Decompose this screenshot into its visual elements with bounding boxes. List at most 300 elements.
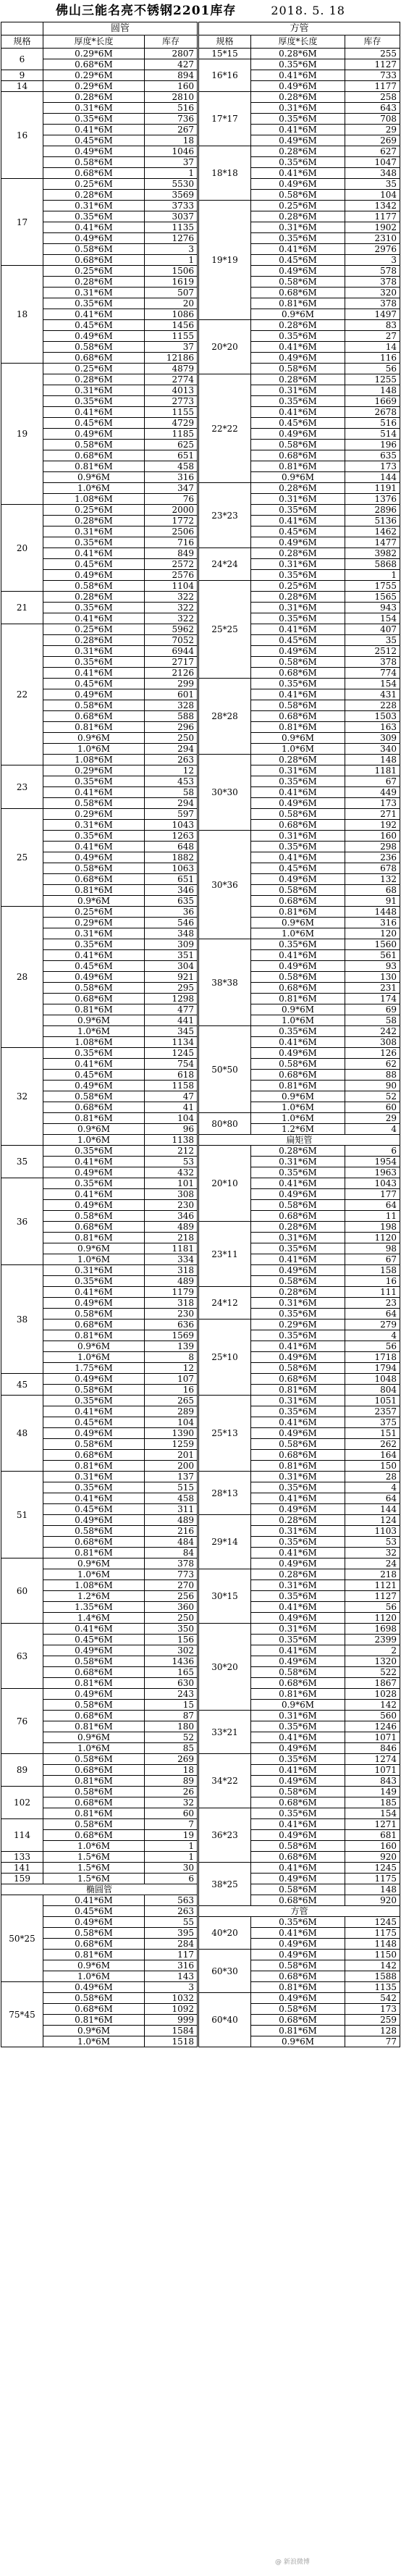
thickness-length-cell: 0.81*6M: [43, 1808, 145, 1819]
stock-cell: 920: [345, 1895, 400, 1906]
thickness-length-cell: 0.35*6M: [43, 776, 145, 787]
thickness-length-cell: 0.41*6M: [251, 689, 345, 700]
stock-cell: 1669: [345, 396, 400, 407]
stock-cell: 173: [345, 2004, 400, 2015]
stock-cell: 263: [145, 1906, 198, 1917]
thickness-length-cell: 0.41*6M: [43, 125, 145, 135]
thickness-length-cell: 0.35*6M: [251, 939, 345, 950]
thickness-length-cell: 0.41*6M: [251, 1037, 345, 1048]
stock-cell: 453: [145, 776, 198, 787]
thickness-length-cell: 0.25*6M: [43, 624, 145, 635]
stock-cell: 23: [345, 1298, 400, 1309]
stock-cell: 1046: [145, 146, 198, 157]
thickness-length-cell: 0.49*6M: [43, 1917, 145, 1928]
thickness-length-cell: 0.9*6M: [43, 1124, 145, 1135]
stock-cell: 2678: [345, 407, 400, 418]
table-row: [1, 765, 198, 776]
table-row: [1, 1178, 198, 1189]
section-heading: 椭圆管: [1, 1884, 198, 1895]
table-row: [1, 1396, 198, 1406]
stock-cell: 64: [345, 1493, 400, 1504]
stock-cell: 93: [345, 961, 400, 972]
spec-cell: 30*20: [199, 1624, 251, 1711]
stock-cell: 255: [345, 49, 400, 59]
left-spacer: [1, 22, 43, 35]
thickness-length-cell: 0.9*6M: [251, 1700, 345, 1711]
stock-cell: 563: [145, 1895, 198, 1906]
stock-cell: 192: [345, 820, 400, 831]
stock-cell: 230: [145, 1200, 198, 1211]
thickness-length-cell: 0.41*6M: [251, 1819, 345, 1830]
stock-cell: 630: [145, 1678, 198, 1689]
thickness-length-cell: 0.58*6M: [251, 885, 345, 896]
table-row: [1, 81, 198, 92]
thickness-length-cell: 0.35*6M: [43, 298, 145, 309]
stock-header: 库存: [345, 35, 400, 49]
table-row: [1, 266, 198, 277]
thickness-length-cell: 0.68*6M: [43, 1102, 145, 1113]
table-row: [1, 809, 198, 820]
stock-cell: 328: [145, 700, 198, 711]
stock-cell: 560: [345, 1711, 400, 1721]
stock-cell: 1462: [345, 526, 400, 537]
stock-cell: 64: [345, 1309, 400, 1320]
stock-cell: 29: [345, 1113, 400, 1124]
stock-cell: 1135: [145, 222, 198, 233]
thickness-length-cell: 0.41*6M: [251, 1178, 345, 1189]
stock-cell: 1255: [345, 374, 400, 385]
stock-cell: 1503: [345, 711, 400, 722]
stock-cell: 3037: [145, 211, 198, 222]
stock-cell: 231: [345, 983, 400, 994]
stock-cell: 262: [345, 1439, 400, 1450]
thickness-length-cell: 1.0*6M: [251, 1113, 345, 1124]
table-row: [199, 1754, 400, 1765]
table-row: [1, 1754, 198, 1765]
table-row: [1, 1048, 198, 1059]
thickness-length-cell: 1.0*6M: [251, 1015, 345, 1026]
sheet-date: 2018. 5. 18: [271, 4, 345, 17]
stock-cell: 8: [145, 1352, 198, 1363]
thickness-length-cell: 0.41*6M: [251, 1863, 345, 1874]
stock-cell: 1246: [345, 1721, 400, 1732]
stock-cell: 24: [345, 1558, 400, 1569]
spec-cell: 29*14: [199, 1515, 251, 1569]
thickness-length-cell: 0.31*6M: [251, 1396, 345, 1406]
thickness-length-cell: 0.41*6M: [43, 668, 145, 679]
spec-cell: 34*22: [199, 1754, 251, 1808]
thickness-length-cell: 0.58*6M: [43, 1993, 145, 2004]
stock-cell: 26: [145, 1787, 198, 1797]
table-row: [1, 907, 198, 918]
thickness-length-cell: 0.68*6M: [251, 711, 345, 722]
stock-cell: 12: [145, 1363, 198, 1374]
stock-cell: 3: [145, 244, 198, 255]
thickness-length-header: 厚度*长度: [251, 35, 345, 49]
stock-cell: 561: [345, 950, 400, 961]
table-row: [1, 1874, 198, 1884]
spec-cell: 133: [1, 1852, 43, 1863]
table-row: [199, 1863, 400, 1874]
thickness-length-cell: 0.28*6M: [251, 211, 345, 222]
thickness-length-cell: 0.58*6M: [251, 1439, 345, 1450]
spec-cell: 75*45: [1, 1982, 43, 2047]
stock-cell: 104: [145, 1113, 198, 1124]
thickness-length-cell: 0.31*6M: [251, 765, 345, 776]
table-row: [1, 1787, 198, 1797]
stock-cell: 160: [345, 831, 400, 842]
thickness-length-cell: 0.45*6M: [251, 526, 345, 537]
stock-cell: 320: [345, 288, 400, 298]
table-row: [199, 1624, 400, 1635]
thickness-length-cell: 0.49*6M: [251, 874, 345, 885]
table-row: [199, 1222, 400, 1233]
stock-cell: 243: [145, 1689, 198, 1700]
thickness-length-cell: 0.35*6M: [43, 939, 145, 950]
stock-cell: 1043: [345, 1178, 400, 1189]
stock-cell: 1456: [145, 320, 198, 331]
thickness-length-cell: 0.58*6M: [251, 2004, 345, 2015]
thickness-length-cell: 0.45*6M: [43, 961, 145, 972]
stock-cell: 1: [145, 168, 198, 179]
stock-cell: 128: [345, 2026, 400, 2036]
thickness-length-cell: 1.35*6M: [43, 1602, 145, 1613]
stock-cell: 19: [145, 1830, 198, 1841]
spec-cell: 24*24: [199, 548, 251, 581]
stock-cell: 6944: [145, 646, 198, 657]
stock-cell: 56: [345, 364, 400, 374]
stock-cell: 1032: [145, 1993, 198, 2004]
thickness-length-cell: 0.49*6M: [251, 1743, 345, 1754]
stock-cell: 1028: [345, 1689, 400, 1700]
stock-cell: 53: [345, 1537, 400, 1548]
thickness-length-cell: 0.41*6M: [43, 613, 145, 624]
spec-cell: 18*18: [199, 146, 251, 201]
stock-cell: 2126: [145, 668, 198, 679]
thickness-length-cell: 0.58*6M: [43, 1309, 145, 1320]
stock-cell: 458: [145, 1493, 198, 1504]
thickness-length-cell: 0.35*6M: [43, 1482, 145, 1493]
thickness-length-cell: 0.35*6M: [251, 1026, 345, 1037]
thickness-length-cell: 0.49*6M: [251, 179, 345, 190]
thickness-length-cell: 0.49*6M: [251, 1830, 345, 1841]
stock-cell: 1158: [145, 1081, 198, 1091]
stock-cell: 849: [145, 548, 198, 559]
spec-cell: 25: [1, 809, 43, 907]
spec-cell: 20*20: [199, 320, 251, 374]
stock-cell: 1181: [145, 1243, 198, 1254]
thickness-length-cell: 0.49*6M: [251, 1504, 345, 1515]
spec-cell: 9: [1, 70, 43, 81]
thickness-length-cell: 0.31*6M: [251, 1580, 345, 1591]
thickness-length-cell: 0.29*6M: [43, 81, 145, 92]
stock-cell: 16: [345, 1276, 400, 1287]
stock-cell: 1: [145, 1852, 198, 1863]
thickness-length-cell: 0.58*6M: [43, 1439, 145, 1450]
thickness-length-cell: 0.58*6M: [43, 244, 145, 255]
stock-cell: 47: [145, 1091, 198, 1102]
thickness-length-cell: 0.81*6M: [251, 1982, 345, 1993]
thickness-length-cell: 0.41*6M: [251, 1417, 345, 1428]
stock-cell: 3733: [145, 201, 198, 211]
thickness-length-cell: 0.28*6M: [251, 320, 345, 331]
stock-cell: 35: [345, 635, 400, 646]
stock-cell: 2357: [345, 1406, 400, 1417]
thickness-length-cell: 0.81*6M: [43, 722, 145, 733]
thickness-length-cell: 0.35*6M: [251, 570, 345, 581]
thickness-length-cell: 0.35*6M: [43, 831, 145, 842]
stock-cell: 1276: [145, 233, 198, 244]
spec-cell: 22*22: [199, 374, 251, 483]
stock-cell: 1506: [145, 266, 198, 277]
thickness-length-cell: 0.58*6M: [43, 1091, 145, 1102]
stock-cell: 32: [145, 1797, 198, 1808]
thickness-length-cell: 0.28*6M: [251, 483, 345, 494]
stock-cell: 98: [345, 1243, 400, 1254]
thickness-length-cell: 0.35*6M: [251, 157, 345, 168]
stock-cell: 1179: [145, 1287, 198, 1298]
stock-cell: 477: [145, 1004, 198, 1015]
spec-cell: 60*40: [199, 1993, 251, 2047]
thickness-length-cell: 0.81*6M: [43, 1233, 145, 1243]
table-row: [1, 1895, 198, 1906]
table-row: [1, 179, 198, 190]
stock-cell: 35: [345, 179, 400, 190]
thickness-length-cell: 0.31*6M: [43, 103, 145, 114]
stock-cell: 29: [345, 125, 400, 135]
stock-cell: 296: [145, 722, 198, 733]
stock-cell: 348: [345, 168, 400, 179]
thickness-length-cell: 0.35*6M: [251, 233, 345, 244]
table-row: [1, 1374, 198, 1385]
thickness-length-cell: 0.9*6M: [43, 1732, 145, 1743]
stock-cell: 407: [345, 624, 400, 635]
thickness-length-cell: 0.28*6M: [251, 92, 345, 103]
thickness-length-cell: 0.31*6M: [251, 385, 345, 396]
spec-header: 规格: [199, 35, 251, 49]
thickness-length-cell: 0.58*6M: [43, 798, 145, 809]
table-row: [199, 1287, 400, 1298]
thickness-length-cell: 0.49*6M: [43, 1515, 145, 1526]
stock-cell: 1954: [345, 1157, 400, 1167]
stock-cell: 1263: [145, 831, 198, 842]
thickness-length-cell: 0.9*6M: [43, 1243, 145, 1254]
thickness-length-cell: 0.45*6M: [251, 863, 345, 874]
stock-cell: 5962: [145, 624, 198, 635]
stock-cell: 139: [145, 1341, 198, 1352]
thickness-length-cell: 0.68*6M: [43, 450, 145, 461]
stock-cell: 267: [145, 125, 198, 135]
stock-cell: 4: [345, 1330, 400, 1341]
table-row: [1, 1472, 198, 1482]
thickness-length-cell: 0.45*6M: [43, 1504, 145, 1515]
thickness-length-cell: 0.68*6M: [43, 1765, 145, 1776]
stock-cell: 636: [145, 1320, 198, 1330]
spec-cell: 23*23: [199, 483, 251, 548]
stock-cell: 651: [145, 450, 198, 461]
thickness-length-cell: 0.41*6M: [43, 1189, 145, 1200]
thickness-length-cell: 0.68*6M: [251, 2015, 345, 2026]
thickness-length-cell: 0.31*6M: [43, 526, 145, 537]
thickness-length-cell: 0.58*6M: [251, 440, 345, 450]
stock-cell: 1584: [145, 2026, 198, 2036]
stock-cell: 2717: [145, 657, 198, 668]
thickness-length-cell: 0.45*6M: [43, 1635, 145, 1645]
stock-cell: 64: [345, 1200, 400, 1211]
thickness-length-cell: 0.81*6M: [251, 907, 345, 918]
stock-cell: 1: [145, 1841, 198, 1852]
table-row: [1, 70, 198, 81]
thickness-length-cell: 0.28*6M: [43, 190, 145, 201]
thickness-length-cell: 0.28*6M: [251, 1146, 345, 1157]
spec-cell: 36*23: [199, 1808, 251, 1863]
thickness-length-cell: 0.41*6M: [251, 1765, 345, 1776]
thickness-length-cell: 0.49*6M: [251, 1993, 345, 2004]
stock-cell: 156: [145, 1635, 198, 1645]
thickness-length-cell: 0.45*6M: [43, 1070, 145, 1081]
thickness-length-cell: 0.29*6M: [43, 918, 145, 928]
thickness-length-cell: 0.68*6M: [251, 1070, 345, 1081]
thickness-length-cell: 0.58*6M: [251, 809, 345, 820]
stock-cell: 350: [145, 1624, 198, 1635]
table-row: [1, 1624, 198, 1635]
thickness-length-cell: 0.49*6M: [251, 1352, 345, 1363]
stock-cell: 1588: [345, 1971, 400, 1982]
thickness-length-cell: 0.41*6M: [251, 1928, 345, 1939]
thickness-length-cell: 0.28*6M: [251, 1569, 345, 1580]
thickness-length-cell: 0.68*6M: [251, 820, 345, 831]
thickness-length-cell: 1.0*6M: [43, 1026, 145, 1037]
table-row: [1, 92, 198, 103]
thickness-length-cell: 0.58*6M: [251, 1059, 345, 1070]
spec-cell: 50*25: [1, 1895, 43, 1982]
table-row: [199, 374, 400, 385]
thickness-length-cell: 0.29*6M: [43, 809, 145, 820]
stock-cell: 163: [345, 722, 400, 733]
stock-cell: 395: [145, 1928, 198, 1939]
thickness-length-cell: 0.31*6M: [43, 201, 145, 211]
spec-cell: 21: [1, 592, 43, 624]
stock-cell: 12186: [145, 353, 198, 364]
stock-cell: 651: [145, 874, 198, 885]
thickness-length-cell: 0.68*6M: [251, 1797, 345, 1808]
table-row: [199, 320, 400, 331]
stock-cell: 843: [345, 1776, 400, 1787]
thickness-length-cell: 0.81*6M: [251, 994, 345, 1004]
stock-cell: 83: [345, 320, 400, 331]
thickness-length-cell: 0.41*6M: [251, 342, 345, 353]
thickness-length-cell: 0.81*6M: [251, 1081, 345, 1091]
thickness-length-cell: 0.45*6M: [43, 418, 145, 429]
stock-cell: 87: [145, 1711, 198, 1721]
stock-cell: 77: [345, 2036, 400, 2047]
thickness-length-cell: 1.08*6M: [43, 494, 145, 505]
stock-cell: 18: [145, 1765, 198, 1776]
stock-cell: 120: [345, 928, 400, 939]
thickness-length-cell: 0.25*6M: [251, 201, 345, 211]
stock-cell: 1120: [345, 1613, 400, 1624]
stock-cell: 279: [345, 1320, 400, 1330]
stock-cell: 148: [345, 385, 400, 396]
stock-cell: 773: [145, 1569, 198, 1580]
thickness-length-cell: 0.49*6M: [251, 81, 345, 92]
thickness-length-cell: 0.9*6M: [43, 896, 145, 907]
thickness-length-cell: 0.35*6M: [251, 59, 345, 70]
stock-cell: 1560: [345, 939, 400, 950]
thickness-length-cell: 0.41*6M: [251, 624, 345, 635]
stock-cell: 432: [145, 1167, 198, 1178]
thickness-length-cell: 0.49*6M: [251, 1613, 345, 1624]
stock-cell: 3982: [345, 548, 400, 559]
stock-cell: 1086: [145, 309, 198, 320]
thickness-length-cell: 0.49*6M: [43, 1428, 145, 1439]
thickness-length-cell: 0.35*6M: [251, 1808, 345, 1819]
stock-cell: 149: [345, 1787, 400, 1797]
stock-cell: 284: [145, 1939, 198, 1950]
table-row: [199, 1026, 400, 1037]
section-heading: 扁矩管: [199, 1135, 400, 1146]
thickness-length-cell: 0.58*6M: [251, 277, 345, 288]
spec-cell: 6: [1, 49, 43, 70]
stock-cell: 154: [345, 613, 400, 624]
stock-cell: 921: [145, 972, 198, 983]
thickness-length-cell: 0.49*6M: [251, 1950, 345, 1960]
spec-cell: 15*15: [199, 49, 251, 59]
stock-cell: 1794: [345, 1363, 400, 1374]
thickness-length-cell: 0.81*6M: [43, 461, 145, 472]
thickness-length-cell: 0.41*6M: [251, 407, 345, 418]
thickness-length-cell: 0.35*6M: [43, 1396, 145, 1406]
spec-header: 规格: [1, 35, 43, 49]
thickness-length-cell: 0.49*6M: [43, 1374, 145, 1385]
thickness-length-cell: 0.9*6M: [43, 1960, 145, 1971]
stock-cell: 3: [345, 255, 400, 266]
stock-cell: 515: [145, 1482, 198, 1493]
thickness-length-cell: 0.31*6M: [251, 831, 345, 842]
stock-cell: 345: [145, 1026, 198, 1037]
stock-cell: 1342: [345, 201, 400, 211]
stock-cell: 1245: [145, 1048, 198, 1059]
stock-cell: 2512: [345, 646, 400, 657]
stock-cell: 1177: [345, 81, 400, 92]
thickness-length-cell: 0.25*6M: [251, 581, 345, 592]
thickness-length-cell: 0.58*6M: [43, 863, 145, 874]
thickness-length-cell: 0.35*6M: [251, 1917, 345, 1928]
stock-cell: 58: [145, 787, 198, 798]
stock-cell: 1718: [345, 1352, 400, 1363]
stock-cell: 2310: [345, 233, 400, 244]
table-row: [199, 483, 400, 494]
thickness-length-cell: 0.35*6M: [251, 776, 345, 787]
thickness-length-cell: 0.68*6M: [251, 1852, 345, 1863]
stock-cell: 522: [345, 1667, 400, 1678]
stock-cell: 678: [345, 863, 400, 874]
thickness-length-cell: 0.41*6M: [43, 787, 145, 798]
stock-cell: 322: [145, 603, 198, 613]
thickness-length-cell: 0.81*6M: [43, 1461, 145, 1472]
stock-cell: 6: [145, 1874, 198, 1884]
stock-cell: 76: [145, 494, 198, 505]
thickness-length-cell: 1.0*6M: [43, 1254, 145, 1265]
thickness-length-cell: 0.68*6M: [43, 1830, 145, 1841]
thickness-length-cell: 0.58*6M: [43, 157, 145, 168]
thickness-length-cell: 1.75*6M: [43, 1363, 145, 1374]
thickness-length-cell: 0.45*6M: [43, 320, 145, 331]
stock-cell: 294: [145, 798, 198, 809]
thickness-length-cell: 1.4*6M: [43, 1613, 145, 1624]
thickness-length-cell: 0.68*6M: [251, 896, 345, 907]
stock-cell: 165: [145, 1667, 198, 1678]
